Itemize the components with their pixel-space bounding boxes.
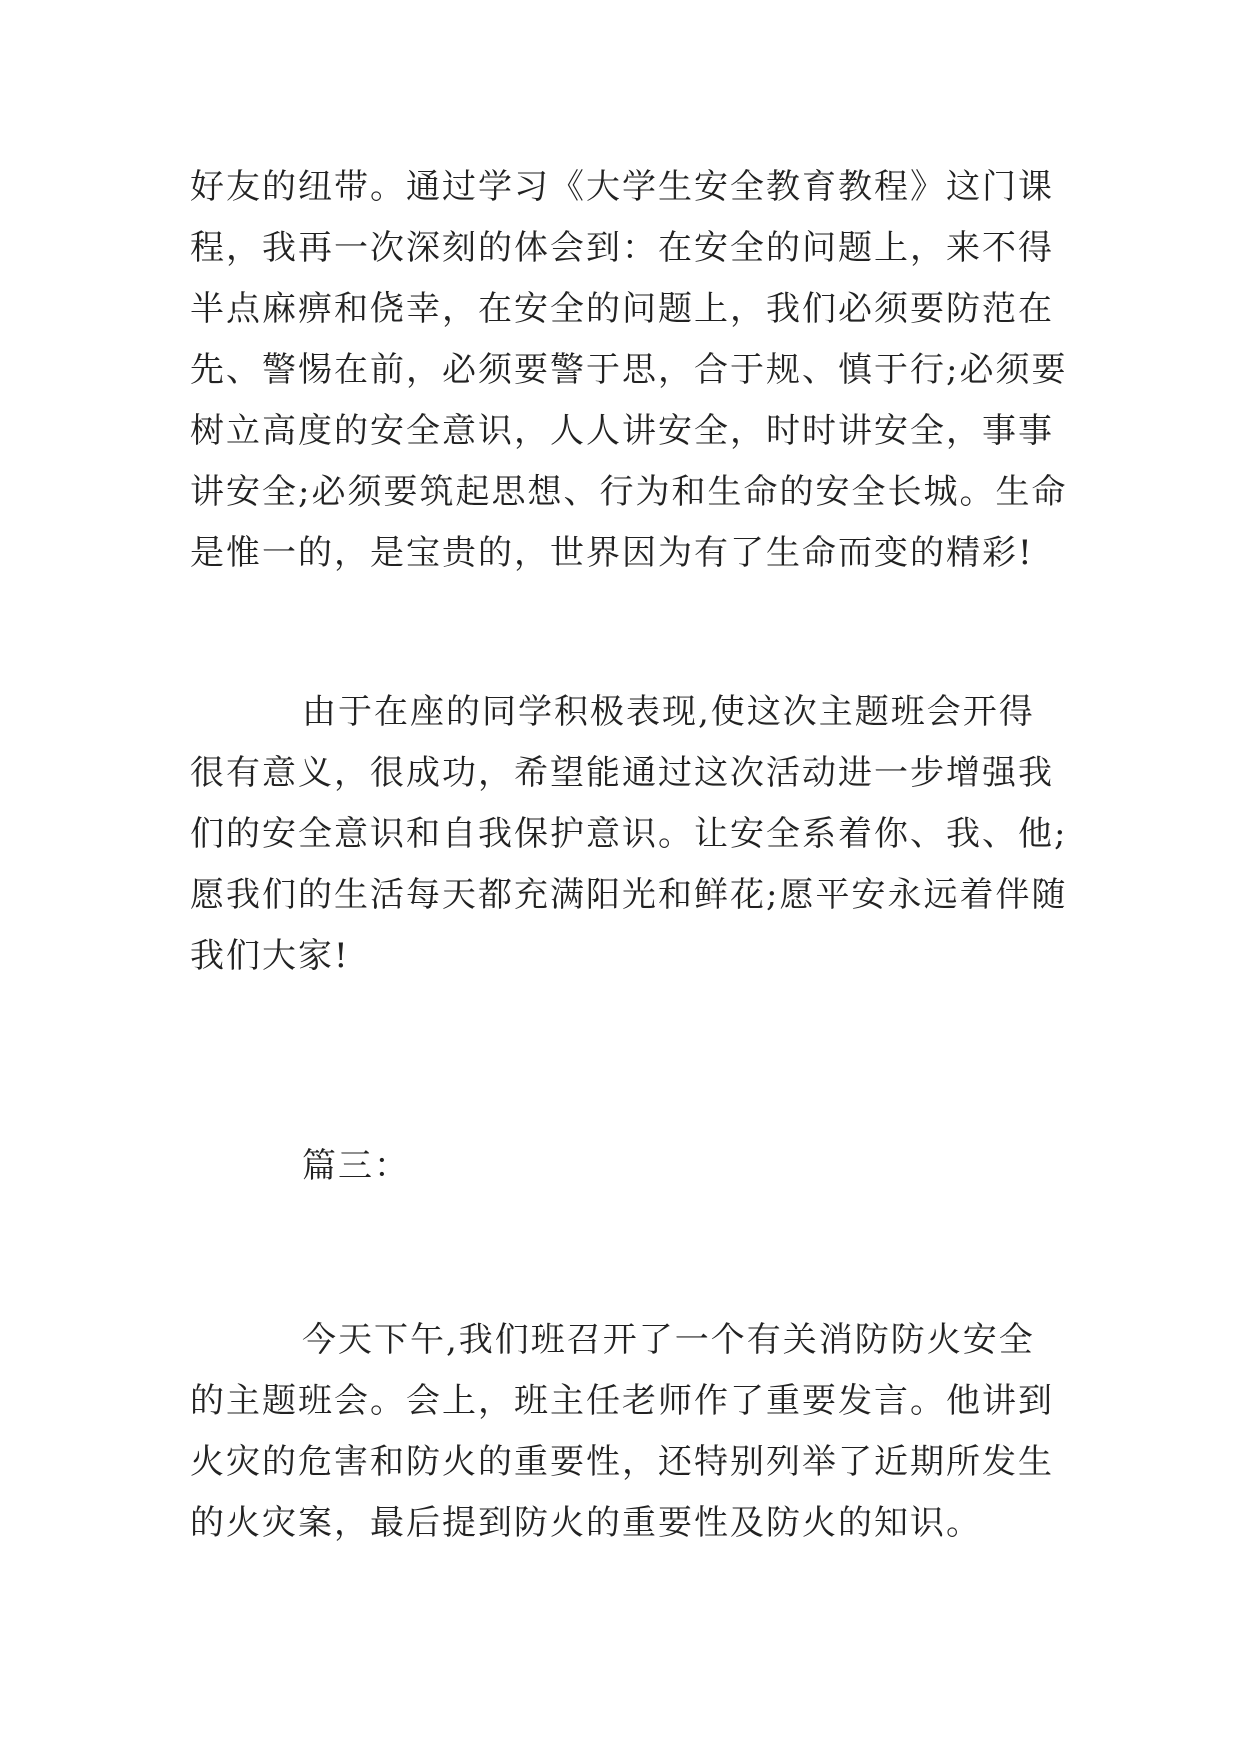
paragraph-class-meeting-summary: 由于在座的同学积极表现,使这次主题班会开得很有意义，很成功，希望能通过这次活动进一步增强我们的安全意识和自我保护意识。让安全系着你、我、他;愿我们的生活每天都充满阳光和鲜花;愿平安永远着伴随我们大家! [190,692,1068,976]
section-heading-part-three: 篇三： [302,1146,410,1186]
paragraph-continued: 好友的纽带。通过学习《大学生安全教育教程》这门课程，我再一次深刻的体会到：在安全的问题上，来不得半点麻痹和侥幸，在安全的问题上，我们必须要防范在先、警惕在前，必须要警于思，合于规、慎于行;必须要树立高度的安全意识，人人讲安全，时时讲安全，事事讲安全;必须要筑起思想、行为和生命的安全长城。生命是惟一的，是宝贵的，世界因为有了生命而变的精彩! [190,167,1068,573]
paragraph-fire-safety-meeting: 今天下午,我们班召开了一个有关消防防火安全的主题班会。会上，班主任老师作了重要发言。他讲到火灾的危害和防火的重要性，还特别列举了近期所发生的火灾案，最后提到防火的重要性及防火的知识。 [190,1320,1054,1543]
